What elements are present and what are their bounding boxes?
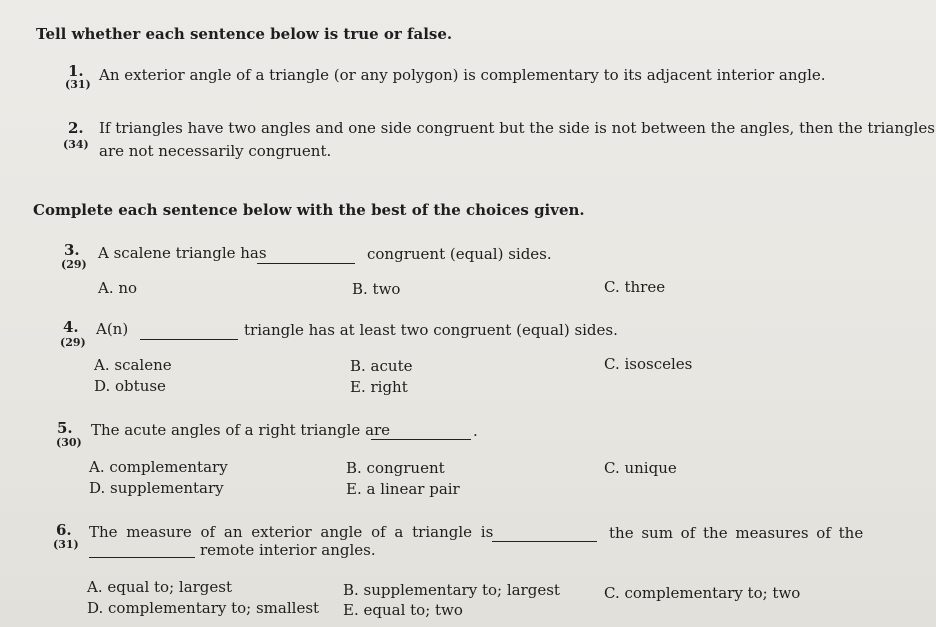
question-4-choice-b[interactable]: B. acute <box>350 357 413 375</box>
question-4-choice-e[interactable]: E. right <box>350 378 408 396</box>
question-5-choice-a[interactable]: A. complementary <box>89 458 228 476</box>
question-3-lesson: (29) <box>61 258 87 271</box>
question-5-choice-c[interactable]: C. unique <box>604 459 677 477</box>
question-4-lesson: (29) <box>60 336 86 349</box>
question-3-choice-c[interactable]: C. three <box>604 278 666 296</box>
question-4-choice-c[interactable]: C. isosceles <box>604 355 693 373</box>
question-1-lesson: (31) <box>65 78 91 91</box>
question-4-number: 4. <box>63 318 79 336</box>
question-5-number: 5. <box>57 419 73 437</box>
question-5-text-after: . <box>473 422 478 440</box>
question-6-choice-e[interactable]: E. equal to; two <box>343 601 463 619</box>
question-3-text-after: congruent (equal) sides. <box>367 245 552 263</box>
question-2-number: 2. <box>68 119 84 137</box>
section-heading-complete: Complete each sentence below with the best of the choices given. <box>33 201 585 219</box>
question-2-text-line2: are not necessarily congruent. <box>99 142 332 160</box>
question-4-answer-blank[interactable] <box>140 338 238 340</box>
question-4-text-before: A(n) <box>96 320 129 338</box>
question-6-answer-blank-2[interactable] <box>89 556 195 558</box>
question-5-answer-blank[interactable] <box>371 438 471 440</box>
question-5-choice-d[interactable]: D. supplementary <box>89 479 224 497</box>
question-6-choice-d[interactable]: D. complementary to; smallest <box>87 599 320 617</box>
question-6-text-after: the sum of the measures of the <box>609 524 864 542</box>
question-3-choice-a[interactable]: A. no <box>98 279 138 297</box>
question-5-lesson: (30) <box>56 436 82 449</box>
question-5-choice-b[interactable]: B. congruent <box>346 459 445 477</box>
question-1-number: 1. <box>68 62 84 80</box>
question-2-text-line1: If triangles have two angles and one side congruent but the side is not between the angles, then the triangles <box>99 119 935 137</box>
question-3-text-before: A scalene triangle has <box>98 244 267 262</box>
question-6-lesson: (31) <box>53 538 79 551</box>
question-6-text-before: The measure of an exterior angle of a triangle is <box>89 523 494 541</box>
question-5-choice-e[interactable]: E. a linear pair <box>346 480 460 498</box>
question-6-choice-c[interactable]: C. complementary to; two <box>604 584 801 602</box>
question-5-text-before: The acute angles of a right triangle are <box>91 421 391 439</box>
question-4-choice-d[interactable]: D. obtuse <box>94 377 166 395</box>
section-heading-true-false: Tell whether each sentence below is true or false. <box>36 25 453 43</box>
question-6-choice-a[interactable]: A. equal to; largest <box>87 578 233 596</box>
question-6-text-line2: remote interior angles. <box>200 541 376 559</box>
question-3-number: 3. <box>64 241 80 259</box>
question-1-text: An exterior angle of a triangle (or any polygon) is complementary to its adjacent interior angle. <box>99 66 826 84</box>
question-4-text-after: triangle has at least two congruent (equal) sides. <box>244 321 618 339</box>
question-6-choice-b[interactable]: B. supplementary to; largest <box>343 581 560 599</box>
question-3-choice-b[interactable]: B. two <box>352 280 401 298</box>
question-2-lesson: (34) <box>63 138 89 151</box>
question-3-answer-blank[interactable] <box>257 262 355 264</box>
question-6-number: 6. <box>56 521 72 539</box>
question-6-answer-blank-1[interactable] <box>492 540 597 542</box>
question-4-choice-a[interactable]: A. scalene <box>94 356 172 374</box>
